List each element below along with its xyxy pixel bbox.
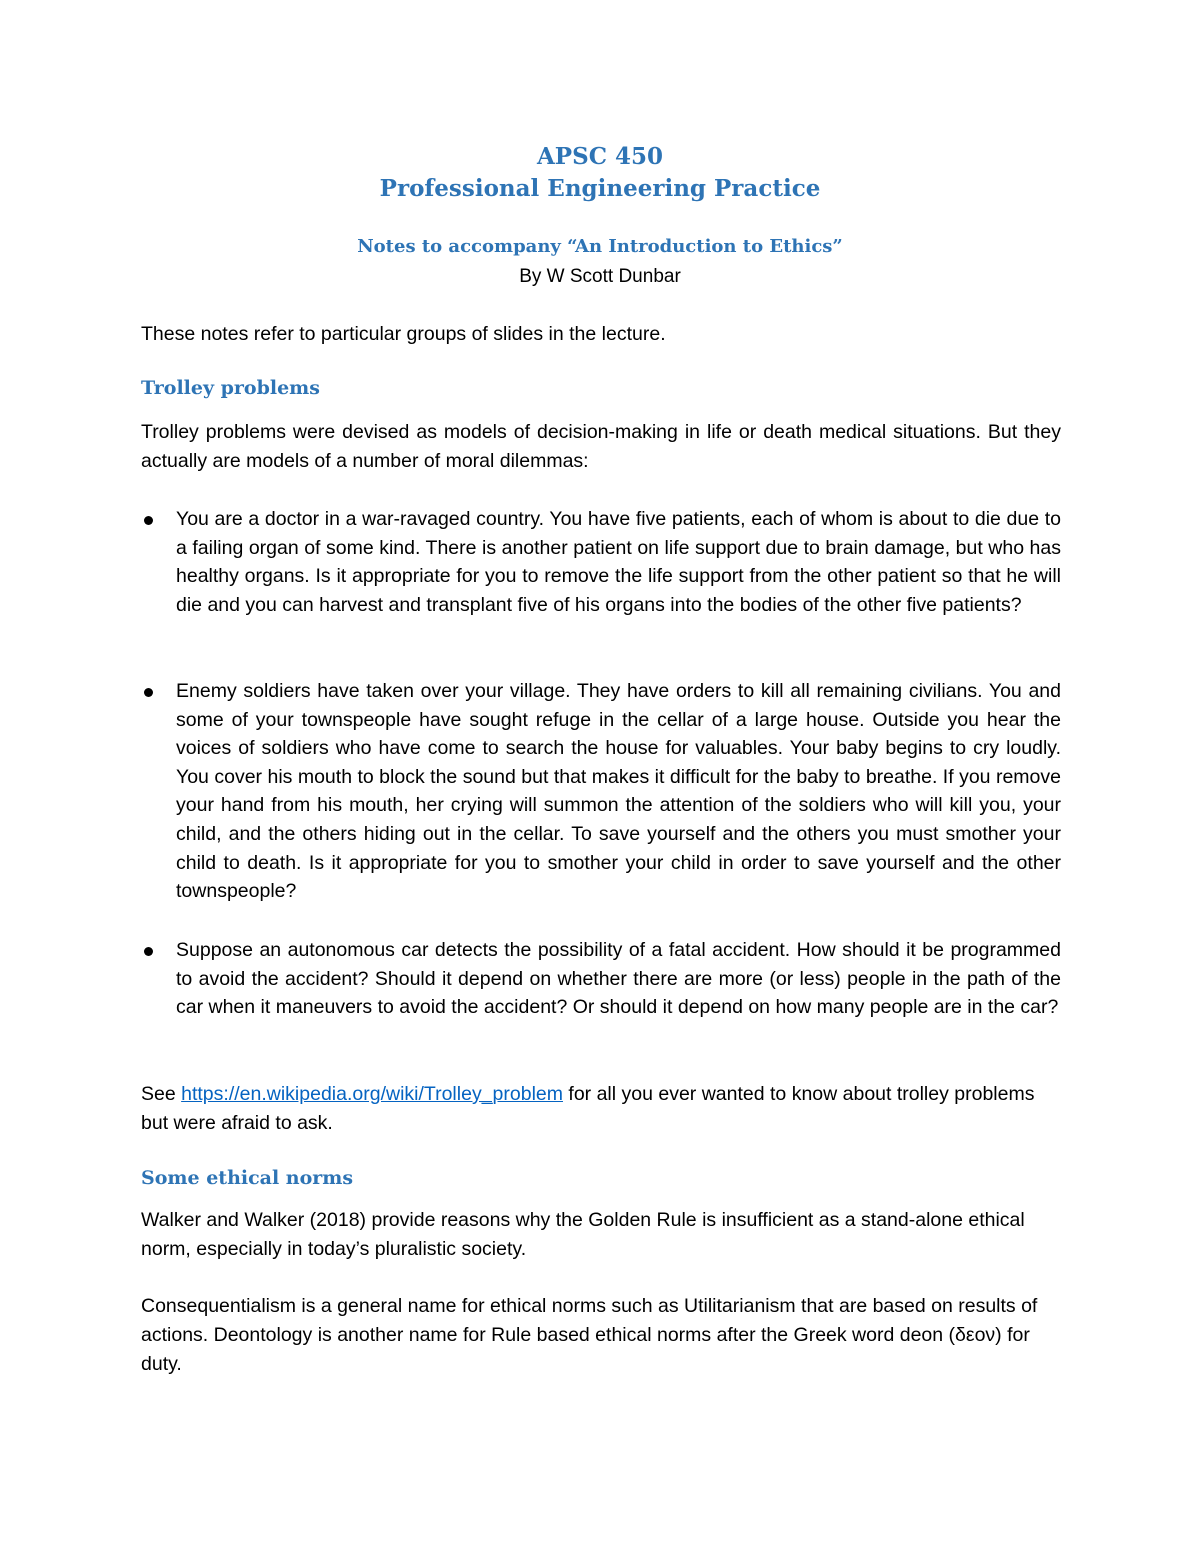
course-name: Professional Engineering Practice (379, 175, 821, 202)
author-line: By W Scott Dunbar (519, 266, 681, 287)
intro-paragraph: These notes refer to particular groups of slides in the lecture. (141, 323, 666, 345)
consequentialism-paragraph: Consequentialism is a general name for ethical norms such as Utilitarianism that are based on results of actions. Deontology is another name for Rule based ethical norms after the Greek word deon (δεον) for duty. (141, 1295, 1038, 1375)
see-suffix: for all you ever wanted to know about trolley problems but were afraid to ask. (141, 1083, 1035, 1134)
trolley-problem-link[interactable]: https://en.wikipedia.org/wiki/Trolley_problem (181, 1083, 563, 1105)
bullet-icon (144, 947, 153, 956)
course-code: APSC 450 (536, 143, 664, 170)
trolley-intro-paragraph: Trolley problems were devised as models of decision-making in life or death medical situations. But they actually are models of a number of moral dilemmas: (141, 421, 1061, 472)
bullet-icon (144, 516, 153, 525)
see-prefix: See (141, 1083, 182, 1105)
document-subtitle: Notes to accompany “An Introduction to Ethics” (357, 236, 843, 257)
bullet-icon (144, 688, 153, 697)
see-also-paragraph (141, 1080, 1061, 1138)
trolley-heading: Trolley problems (141, 377, 320, 399)
ethical-norms-heading: Some ethical norms (141, 1167, 354, 1189)
bullet-text: Suppose an autonomous car detects the possibility of a fatal accident. How should it be programmed to avoid the accident? Should it depend on whether there are more (or less) people in the path of the car when it maneuvers to avoid the accident? Or should it depend on how many people are in the car? (176, 939, 1061, 1019)
bullet-text: Enemy soldiers have taken over your village. They have orders to kill all remaining civilians. You and some of your townspeople have sought refuge in the cellar of a large house. Outside you hear the voices of soldiers who have come to search the house for valuables. Your baby begins to cry loudly. You cover his mouth to block the sound but that makes it difficult for the baby to breathe. If you remove your hand from his mouth, her crying will summon the attention of the soldiers who will kill you, your child, and the others hiding out in the cellar. To save yourself and the others you must smother your child to death. Is it appropriate for you to smother your child in order to save yourself and the other townspeople? (176, 680, 1061, 903)
bullet-text: You are a doctor in a war-ravaged country. You have five patients, each of whom is about to die due to a failing organ of some kind. There is another patient on life support due to brain damage, but who has healthy organs. Is it appropriate for you to remove the life support from the other patient so that he will die and you can harvest and transplant five of his organs into the bodies of the other five patients? (176, 508, 1061, 616)
golden-rule-paragraph: Walker and Walker (2018) provide reasons why the Golden Rule is insufficient as a stand-alone ethical norm, especially in today’s pluralistic society. (141, 1209, 1025, 1260)
